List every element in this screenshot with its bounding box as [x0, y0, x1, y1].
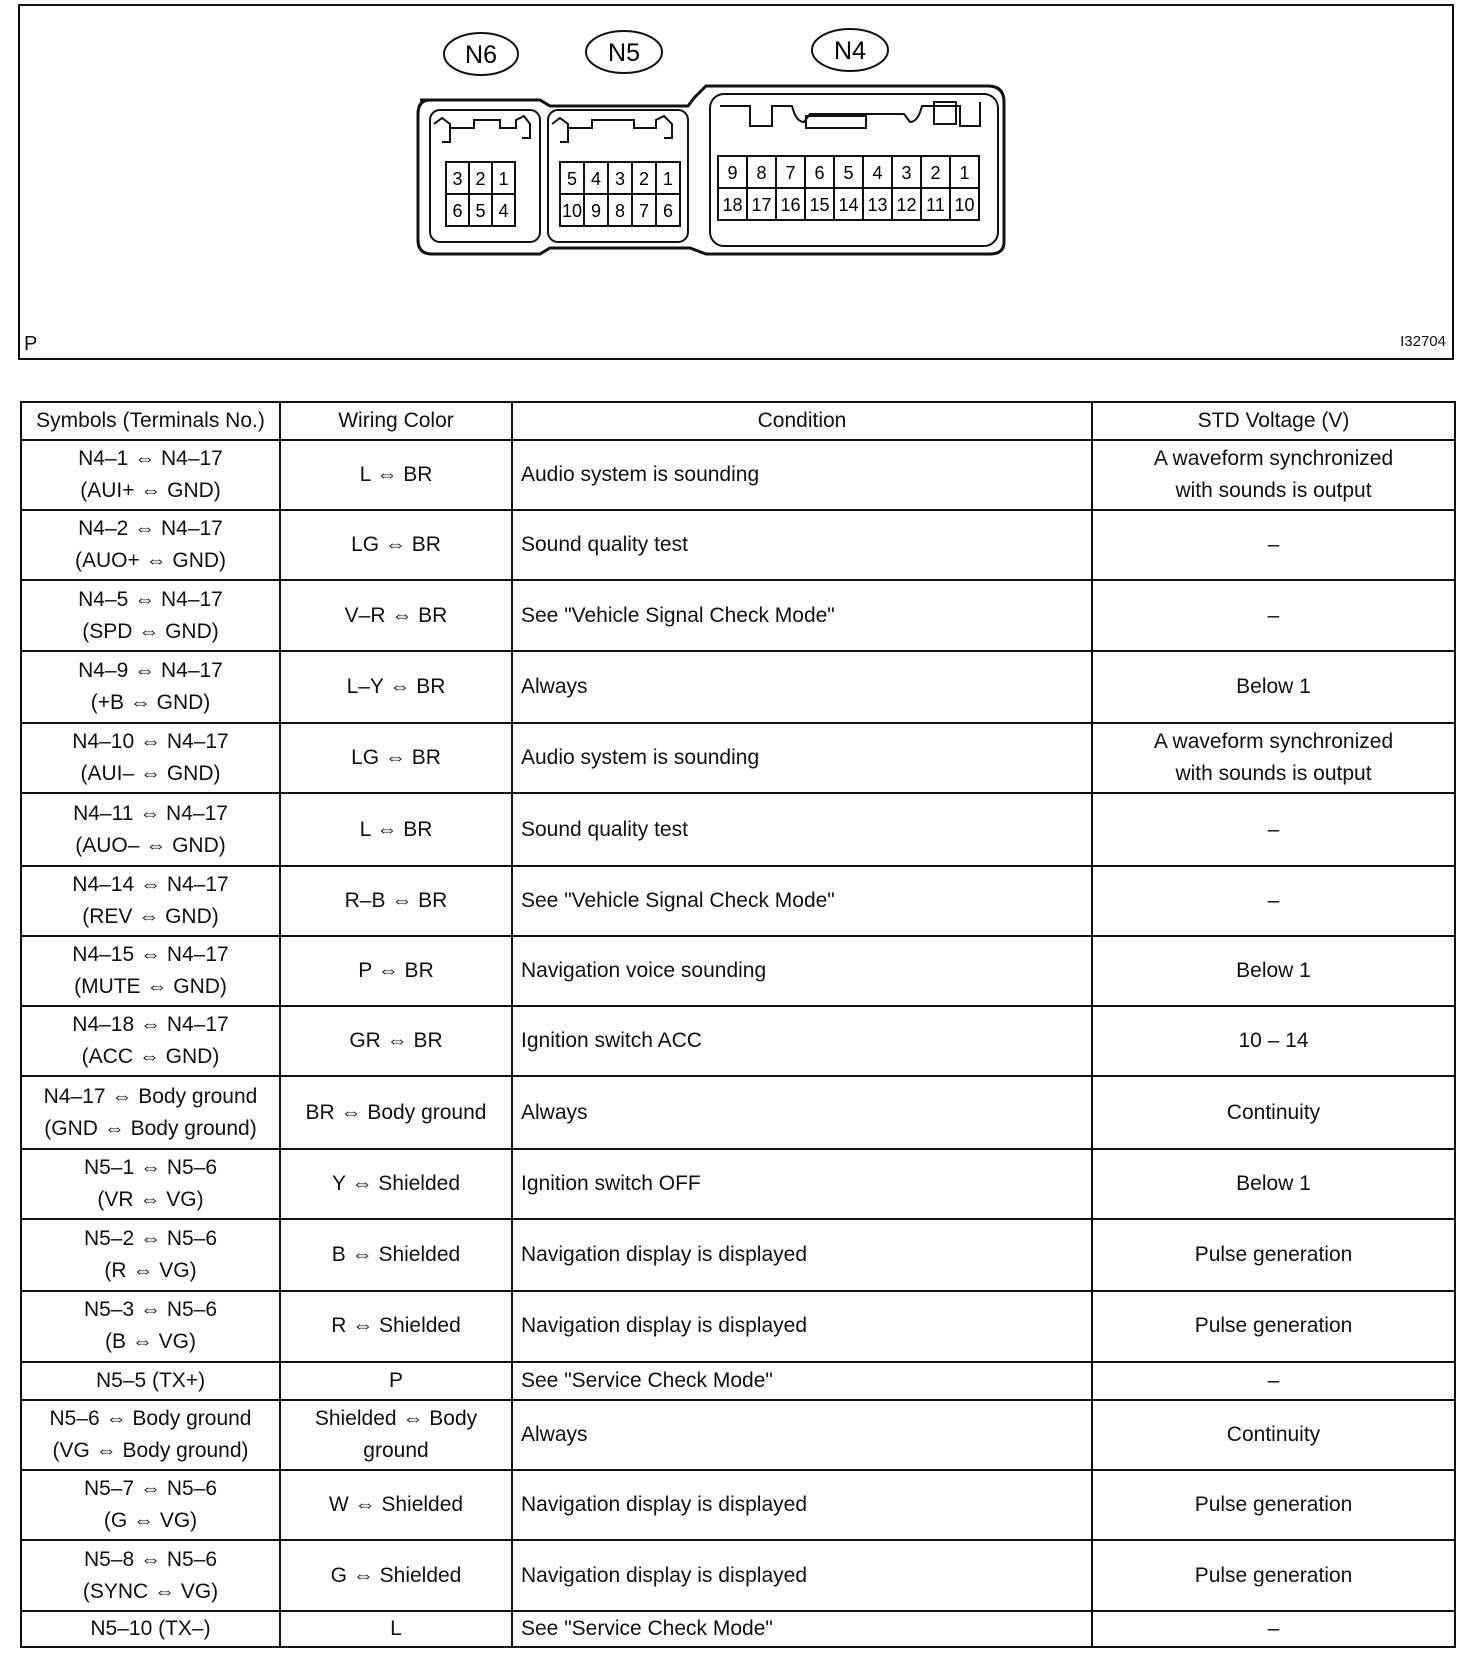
- std-voltage-cell-line: Pulse generation: [1194, 1563, 1353, 1587]
- pin-number: 4: [498, 201, 509, 221]
- header-std-voltage: STD Voltage (V): [1092, 402, 1455, 440]
- condition-cell: Ignition switch ACC: [512, 1006, 1092, 1076]
- std-voltage-cell: [1092, 1076, 1455, 1148]
- pin-number: 7: [785, 163, 796, 183]
- pin-number: 6: [452, 201, 463, 221]
- pin-number: 2: [475, 169, 486, 189]
- std-voltage-cell-line: –: [1267, 888, 1280, 912]
- symbol-cell: [21, 866, 280, 936]
- symbol-cell-line: (AUO– ⇔ GND): [75, 833, 226, 857]
- symbol-cell: [21, 440, 280, 510]
- table-row: [21, 440, 1455, 510]
- wiring-color-cell: [280, 1362, 512, 1400]
- wiring-color-cell: [280, 651, 512, 723]
- figure-id: I32704: [1400, 333, 1446, 350]
- header-symbols: Symbols (Terminals No.): [21, 402, 280, 440]
- std-voltage-cell-line: Continuity: [1226, 1423, 1321, 1447]
- pin-number: 1: [498, 169, 509, 189]
- pin-number: 5: [475, 201, 486, 221]
- pin-number: 16: [780, 195, 801, 215]
- table-header-row: [21, 402, 1455, 440]
- wiring-color-cell: [280, 1149, 512, 1219]
- wiring-color-cell-line: L–Y ⇔ BR: [346, 674, 446, 698]
- condition-cell: Always: [512, 1076, 1092, 1148]
- table-row: [21, 1219, 1455, 1291]
- connector-label: N5: [608, 39, 640, 67]
- pin-number: 2: [638, 169, 650, 189]
- wiring-color-cell: [280, 723, 512, 793]
- symbol-cell-line: N5–10 (TX–): [90, 1616, 211, 1640]
- pin-number: 3: [452, 169, 463, 189]
- wiring-color-cell: [280, 1006, 512, 1076]
- std-voltage-cell-line: –: [1267, 1368, 1280, 1392]
- condition-cell: Sound quality test: [512, 793, 1092, 865]
- symbol-cell: [21, 651, 280, 723]
- wiring-color-cell: [280, 1540, 512, 1610]
- symbol-cell-line: N5–2 ⇔ N5–6: [83, 1227, 218, 1251]
- connector-label: N6: [465, 41, 497, 69]
- symbol-cell-line: (AUO+ ⇔ GND): [74, 549, 227, 573]
- std-voltage-cell: [1092, 651, 1455, 723]
- std-voltage-cell: [1092, 1291, 1455, 1361]
- std-voltage-cell: [1092, 510, 1455, 580]
- wiring-color-cell-line: L ⇔ BR: [359, 463, 433, 487]
- condition-cell: Always: [512, 651, 1092, 723]
- wiring-color-cell-line: W ⇔ Shielded: [328, 1493, 464, 1517]
- n6-latch: [434, 116, 530, 142]
- wiring-color-cell-line: Shielded ⇔ Body: [314, 1407, 478, 1431]
- std-voltage-cell: [1092, 1219, 1455, 1291]
- condition-cell: See "Vehicle Signal Check Mode": [512, 580, 1092, 650]
- wiring-color-cell: [280, 1076, 512, 1148]
- wiring-color-cell-line: G ⇔ Shielded: [330, 1563, 462, 1587]
- condition-cell: Navigation display is displayed: [512, 1219, 1092, 1291]
- table-row: [21, 1400, 1455, 1470]
- symbol-cell: [21, 1470, 280, 1540]
- symbol-cell-line: (VG ⇔ Body ground): [52, 1439, 249, 1463]
- condition-cell: See "Service Check Mode": [512, 1611, 1092, 1647]
- table-row: [21, 866, 1455, 936]
- table-row: [21, 793, 1455, 865]
- symbol-cell: [21, 1149, 280, 1219]
- std-voltage-cell-line: Below 1: [1236, 1171, 1311, 1195]
- wiring-color-cell-line: Y ⇔ Shielded: [331, 1171, 461, 1195]
- symbol-cell-line: N4–18 ⇔ N4–17: [72, 1013, 229, 1037]
- wiring-color-cell: [280, 510, 512, 580]
- symbol-cell-line: N4–11 ⇔ N4–17: [73, 801, 228, 825]
- symbol-cell-line: (R ⇔ VG): [104, 1259, 197, 1283]
- condition-cell: See "Vehicle Signal Check Mode": [512, 866, 1092, 936]
- wiring-color-cell: [280, 440, 512, 510]
- wiring-color-cell-line: V–R ⇔ BR: [344, 603, 448, 627]
- pin-number: 12: [896, 195, 917, 215]
- pin-number: 13: [867, 195, 888, 215]
- pin-number: 1: [959, 163, 970, 183]
- wiring-color-cell-line: LG ⇔ BR: [351, 533, 441, 557]
- pin-number: 6: [814, 163, 825, 183]
- table-row: [21, 1540, 1455, 1610]
- symbol-cell-line: (AUI– ⇔ GND): [80, 762, 221, 786]
- std-voltage-cell: [1092, 1006, 1455, 1076]
- wiring-color-cell: [280, 936, 512, 1006]
- symbol-cell-line: N4–2 ⇔ N4–17: [78, 517, 223, 541]
- table-row: [21, 580, 1455, 650]
- n5-latch: [552, 116, 672, 142]
- std-voltage-cell: [1092, 1362, 1455, 1400]
- symbol-cell-line: N4–15 ⇔ N4–17: [72, 943, 229, 967]
- symbol-cell-line: N4–1 ⇔ N4–17: [78, 447, 223, 471]
- wiring-color-cell-line: ground: [363, 1439, 429, 1463]
- symbol-cell: [21, 793, 280, 865]
- std-voltage-cell-line: Below 1: [1236, 674, 1311, 698]
- std-voltage-cell: [1092, 580, 1455, 650]
- symbol-cell: [21, 1611, 280, 1647]
- std-voltage-cell: [1092, 1149, 1455, 1219]
- pin-number: 9: [727, 163, 738, 183]
- symbol-cell-line: N4–10 ⇔ N4–17: [72, 730, 229, 754]
- symbol-cell: [21, 1006, 280, 1076]
- symbol-cell-line: N5–5 (TX+): [95, 1368, 206, 1392]
- symbol-cell-line: (+B ⇔ GND): [90, 690, 211, 714]
- wiring-color-cell-line: L ⇔ BR: [359, 817, 433, 841]
- pin-number: 2: [930, 163, 941, 183]
- symbol-cell: [21, 580, 280, 650]
- pin-number: 3: [614, 169, 626, 189]
- symbol-cell: [21, 1076, 280, 1148]
- symbol-cell-line: (AUI+ ⇔ GND): [80, 479, 221, 503]
- wiring-color-cell-line: BR ⇔ Body ground: [305, 1100, 487, 1124]
- std-voltage-cell: [1092, 936, 1455, 1006]
- symbol-cell-line: N5–6 ⇔ Body ground: [49, 1407, 252, 1431]
- pin-number: 9: [590, 201, 602, 221]
- table-row: [21, 1149, 1455, 1219]
- std-voltage-cell-line: Pulse generation: [1194, 1243, 1353, 1267]
- wiring-color-cell: [280, 866, 512, 936]
- symbol-cell-line: N4–17 ⇔ Body ground: [43, 1084, 258, 1108]
- symbol-cell-line: N5–1 ⇔ N5–6: [83, 1155, 218, 1179]
- std-voltage-cell: [1092, 1540, 1455, 1610]
- symbol-cell-line: (MUTE ⇔ GND): [74, 975, 227, 999]
- wiring-color-cell: [280, 1611, 512, 1647]
- header-condition: Condition: [512, 402, 1092, 440]
- std-voltage-cell-line: 10 – 14: [1238, 1029, 1309, 1053]
- symbol-cell-line: N4–9 ⇔ N4–17: [78, 658, 223, 682]
- pin-number: 17: [751, 195, 772, 215]
- pin-number: 11: [926, 195, 945, 215]
- symbol-cell-line: (SPD ⇔ GND): [82, 619, 219, 643]
- terminal-voltage-table: [20, 401, 1456, 1648]
- pin-number: 7: [638, 201, 650, 221]
- wiring-color-cell-line: P ⇔ BR: [358, 959, 434, 983]
- condition-cell: Navigation display is displayed: [512, 1470, 1092, 1540]
- connector-drawing: [20, 6, 1452, 358]
- std-voltage-cell-line: A waveform synchronized: [1153, 730, 1394, 754]
- pin-number: 15: [809, 195, 830, 215]
- symbol-cell: [21, 1400, 280, 1470]
- table-row: [21, 1611, 1455, 1647]
- wiring-color-cell: [280, 580, 512, 650]
- condition-cell: See "Service Check Mode": [512, 1362, 1092, 1400]
- table-row: [21, 1076, 1455, 1148]
- std-voltage-cell-line: –: [1267, 533, 1280, 557]
- symbol-cell-line: N5–3 ⇔ N5–6: [83, 1298, 218, 1322]
- pin-number: 8: [614, 201, 626, 221]
- pin-number: 6: [662, 201, 674, 221]
- symbol-cell-line: (REV ⇔ GND): [82, 904, 219, 928]
- wiring-color-cell-line: P: [388, 1368, 403, 1392]
- pin-number: 18: [722, 195, 743, 215]
- table-row: [21, 510, 1455, 580]
- symbol-cell-line: N5–7 ⇔ N5–6: [83, 1477, 218, 1501]
- symbol-cell-line: (G ⇔ VG): [103, 1509, 198, 1533]
- pin-number: 4: [590, 169, 602, 189]
- wiring-color-cell: [280, 793, 512, 865]
- symbol-cell-line: N5–8 ⇔ N5–6: [83, 1547, 218, 1571]
- std-voltage-cell-line: Below 1: [1236, 959, 1311, 983]
- symbol-cell-line: (ACC ⇔ GND): [81, 1045, 220, 1069]
- wiring-color-cell-line: LG ⇔ BR: [351, 746, 441, 770]
- symbol-cell: [21, 1291, 280, 1361]
- std-voltage-cell-line: –: [1267, 603, 1280, 627]
- wiring-color-cell-line: R ⇔ Shielded: [331, 1314, 461, 1338]
- symbol-cell-line: N4–14 ⇔ N4–17: [72, 872, 229, 896]
- condition-cell: Sound quality test: [512, 510, 1092, 580]
- table-row: [21, 1006, 1455, 1076]
- pin-number: 10: [954, 195, 975, 215]
- symbol-cell: [21, 723, 280, 793]
- pin-number: 8: [756, 163, 767, 183]
- std-voltage-cell: [1092, 1470, 1455, 1540]
- symbol-cell-line: (VR ⇔ VG): [97, 1187, 204, 1211]
- std-voltage-cell-line: –: [1267, 817, 1280, 841]
- corner-label: P: [24, 333, 38, 355]
- condition-cell: Navigation display is displayed: [512, 1291, 1092, 1361]
- symbol-cell-line: (B ⇔ VG): [104, 1330, 196, 1354]
- table-row: [21, 651, 1455, 723]
- wiring-color-cell: [280, 1291, 512, 1361]
- wiring-color-cell: [280, 1470, 512, 1540]
- symbol-cell: [21, 1219, 280, 1291]
- n4-latch: [720, 102, 980, 126]
- condition-cell: Always: [512, 1400, 1092, 1470]
- condition-cell: Navigation voice sounding: [512, 936, 1092, 1006]
- pin-number: 4: [872, 163, 883, 183]
- symbol-cell: [21, 1540, 280, 1610]
- pin-number: 10: [561, 201, 583, 221]
- std-voltage-cell: [1092, 866, 1455, 936]
- table-row: [21, 936, 1455, 1006]
- table-row: [21, 723, 1455, 793]
- pin-number: 5: [566, 169, 578, 189]
- condition-cell: Audio system is sounding: [512, 440, 1092, 510]
- std-voltage-cell: [1092, 723, 1455, 793]
- wiring-color-cell-line: B ⇔ Shielded: [331, 1243, 461, 1267]
- std-voltage-cell-line: –: [1267, 1616, 1280, 1640]
- symbol-cell-line: N4–5 ⇔ N4–17: [78, 587, 223, 611]
- wiring-color-cell-line: GR ⇔ BR: [349, 1029, 443, 1053]
- std-voltage-cell-line: Pulse generation: [1194, 1314, 1353, 1338]
- condition-cell: Audio system is sounding: [512, 723, 1092, 793]
- header-wiring-color: Wiring Color: [280, 402, 512, 440]
- pin-number: 14: [838, 195, 859, 215]
- table-row: [21, 1291, 1455, 1361]
- wiring-color-cell-line: L: [390, 1616, 402, 1640]
- std-voltage-cell-line: with sounds is output: [1175, 762, 1372, 786]
- wiring-color-cell: [280, 1400, 512, 1470]
- symbol-cell: [21, 936, 280, 1006]
- std-voltage-cell-line: Continuity: [1226, 1100, 1321, 1124]
- connector-diagram: [18, 4, 1454, 360]
- std-voltage-cell-line: Pulse generation: [1194, 1493, 1353, 1517]
- condition-cell: Navigation display is displayed: [512, 1540, 1092, 1610]
- std-voltage-cell: [1092, 1611, 1455, 1647]
- std-voltage-cell: [1092, 440, 1455, 510]
- n4-lock-tab: [806, 116, 866, 128]
- symbol-cell-line: (GND ⇔ Body ground): [44, 1116, 257, 1140]
- wiring-color-cell-line: R–B ⇔ BR: [344, 888, 448, 912]
- symbol-cell: [21, 1362, 280, 1400]
- std-voltage-cell: [1092, 793, 1455, 865]
- pin-number: 5: [843, 163, 854, 183]
- table-row: [21, 1362, 1455, 1400]
- table-row: [21, 1470, 1455, 1540]
- pin-number: 3: [901, 163, 912, 183]
- std-voltage-cell: [1092, 1400, 1455, 1470]
- wiring-color-cell: [280, 1219, 512, 1291]
- std-voltage-cell-line: A waveform synchronized: [1153, 447, 1394, 471]
- condition-cell: Ignition switch OFF: [512, 1149, 1092, 1219]
- symbol-cell-line: (SYNC ⇔ VG): [82, 1579, 219, 1603]
- std-voltage-cell-line: with sounds is output: [1175, 479, 1372, 503]
- pin-number: 1: [662, 169, 674, 189]
- connector-label: N4: [834, 37, 866, 65]
- symbol-cell: [21, 510, 280, 580]
